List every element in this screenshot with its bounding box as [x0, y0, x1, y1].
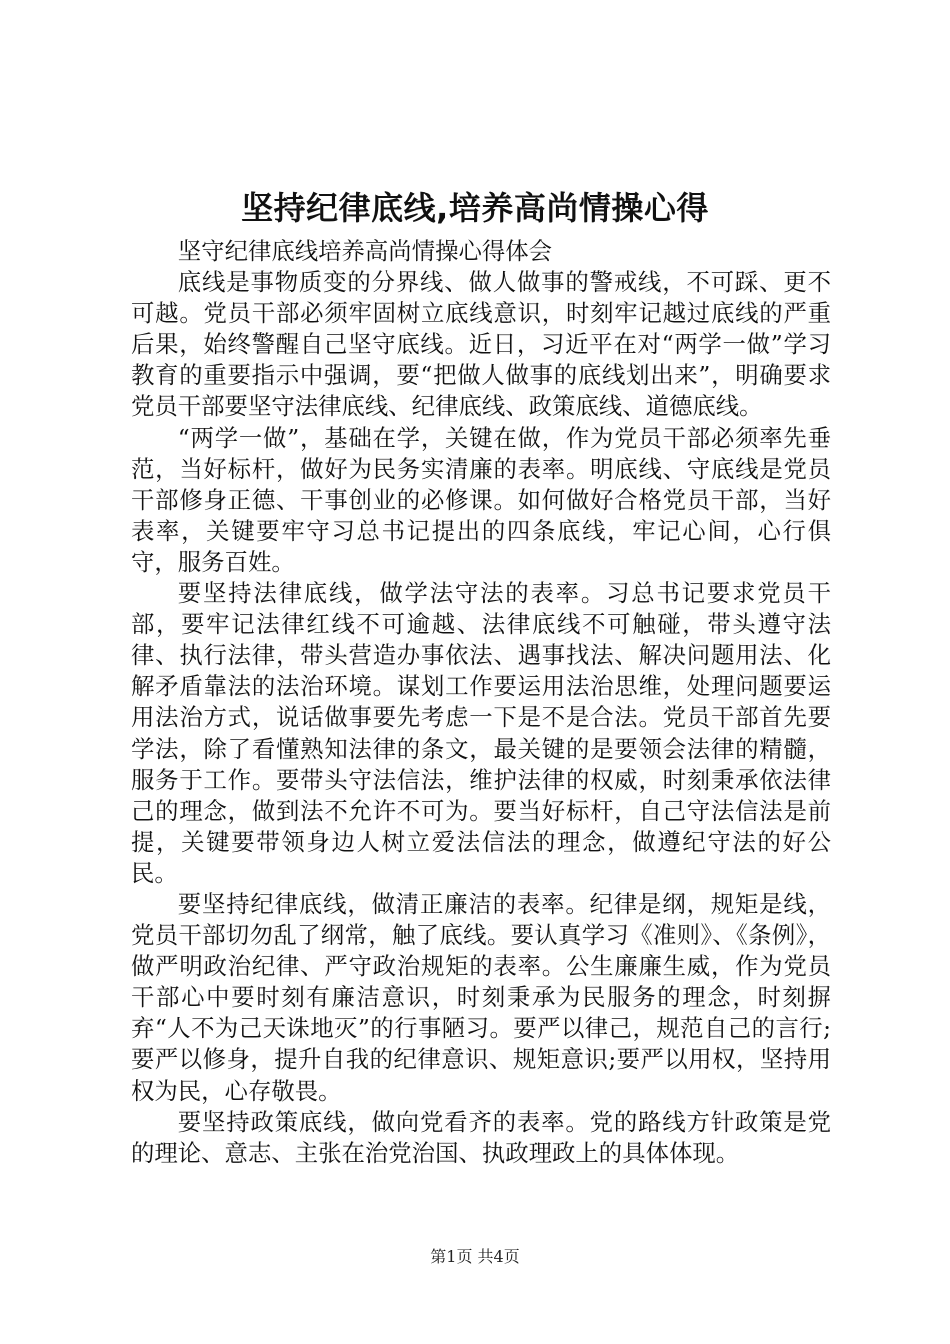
paragraph: 要坚持纪律底线，做清正廉洁的表率。纪律是纲，规矩是线，党员干部切勿乱了纲常，触了底线。要认真学习《准则》、《条例》，做严明政治纪律、严守政治规矩的表率。公生廉廉生威，作为党员干部心中要时刻有廉洁意识，时刻秉承为民服务的理念，时刻摒弃“人不为己天诛地灭”的行事陋习。要严以律己，规范自己的言行;要严以修身，提升自我的纪律意识、规矩意识;要严以用权，坚持用权为民，心存敬畏。: [131, 889, 831, 1105]
document-title: 坚持纪律底线,培养高尚情操心得: [241, 189, 709, 227]
paragraph: 底线是事物质变的分界线、做人做事的警戒线，不可踩、更不可越。党员干部必须牢固树立底线意识，时刻牢记越过底线的严重后果，始终警醒自己坚守底线。近日，习近平在对“两学一做”学习教育的重要指示中强调，要“把做人做事的底线划出来”，明确要求党员干部要坚守法律底线、纪律底线、政策底线、道德底线。: [131, 268, 831, 421]
paragraph: “两学一做”，基础在学，关键在做，作为党员干部必须率先垂范，当好标杆，做好为民务实清廉的表率。明底线、守底线是党员干部修身正德、干事创业的必修课。如何做好合格党员干部，当好表率，关键要牢守习总书记提出的四条底线，牢记心间，心行俱守，服务百姓。: [131, 423, 831, 576]
paragraph: 要坚持政策底线，做向党看齐的表率。党的路线方针政策是党的理论、意志、主张在治党治国、执政理政上的具体体现。: [131, 1107, 831, 1167]
paragraph: 坚守纪律底线培养高尚情操心得体会: [177, 237, 553, 265]
document-body: [131, 236, 831, 1169]
page-footer: 第1页 共4页: [430, 1247, 520, 1266]
paragraph: 要坚持法律底线，做学法守法的表率。习总书记要求党员干部，要牢记法律红线不可逾越、法律底线不可触碰，带头遵守法律、执行法律，带头营造办事依法、遇事找法、解决问题用法、化解矛盾靠法的法治环境。谋划工作要运用法治思维，处理问题要运用法治方式，说话做事要先考虑一下是不是合法。党员干部首先要学法，除了看懂熟知法律的条文，最关键的是要领会法律的精髓，服务于工作。要带头守法信法，维护法律的权威，时刻秉承依法律己的理念，做到法不允许不可为。要当好标杆，自己守法信法是前提，关键要带领身边人树立爱法信法的理念，做遵纪守法的好公民。: [131, 579, 831, 887]
